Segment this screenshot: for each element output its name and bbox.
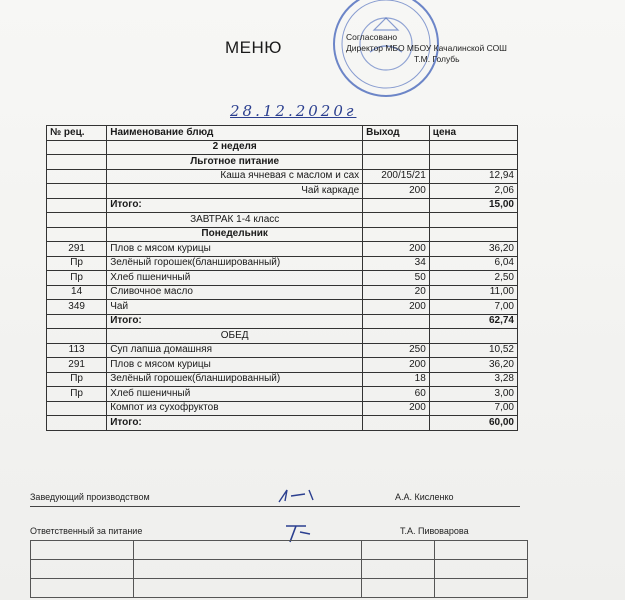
benefit-title-row: [47, 155, 518, 170]
dish-output: 60: [363, 387, 430, 402]
lunch-total-row-blank: [47, 416, 107, 431]
dish-output: 200: [363, 300, 430, 315]
dish-price: 12,94: [429, 169, 517, 184]
breakfast-total-row-blank: [47, 314, 107, 329]
breakfast-total-row-label: Итого:: [107, 314, 363, 329]
dish-price: 2,50: [429, 271, 517, 286]
dish-name: Хлеб пшеничный: [107, 271, 363, 286]
approval-position: Директор МБО МБОУ Качалинской СОШ: [346, 43, 507, 53]
lunch-total-row-c2: [363, 416, 430, 431]
dish-output: 200: [363, 358, 430, 373]
table-header-row: [47, 126, 518, 141]
benefit-total-row: [47, 198, 518, 213]
table-row: [47, 285, 518, 300]
dish-price: 2,06: [429, 184, 517, 199]
header-dish: Наименование блюд: [107, 126, 363, 141]
benefit-title-row-label: Льготное питание: [107, 155, 363, 170]
table-row: [47, 401, 518, 416]
table-row: [47, 387, 518, 402]
responsible-name: Т.А. Пивоварова: [400, 526, 469, 536]
recipe-number: [47, 401, 107, 416]
week-row-label: 2 неделя: [107, 140, 363, 155]
recipe-number: Пр: [47, 372, 107, 387]
week-row-c3: [429, 140, 517, 155]
dish-name: Плов с мясом курицы: [107, 242, 363, 257]
table-row: [47, 169, 518, 184]
breakfast-title-row-label: ЗАВТРАК 1-4 класс: [107, 213, 363, 228]
dish-name: Суп лапша домашняя: [107, 343, 363, 358]
benefit-total-row-label: Итого:: [107, 198, 363, 213]
week-row-blank: [47, 140, 107, 155]
day-row: [47, 227, 518, 242]
recipe-number: Пр: [47, 271, 107, 286]
benefit-title-row-blank: [47, 155, 107, 170]
dish-output: 200: [363, 242, 430, 257]
day-row-c2: [363, 227, 430, 242]
dish-price: 11,00: [429, 285, 517, 300]
week-row: [47, 140, 518, 155]
approval-block: [346, 32, 507, 65]
breakfast-title-row-c2: [363, 213, 430, 228]
breakfast-total-row-c2: [363, 314, 430, 329]
benefit-title-row-c2: [363, 155, 430, 170]
dish-name: Зелёный горошек(бланшированный): [107, 372, 363, 387]
manager-name: А.А. Кисленко: [395, 492, 454, 502]
dish-price: 3,00: [429, 387, 517, 402]
dish-price: 7,00: [429, 401, 517, 416]
dish-name: Компот из сухофруктов: [107, 401, 363, 416]
lunch-total-row: [47, 416, 518, 431]
recipe-number: 291: [47, 358, 107, 373]
breakfast-title-row: [47, 213, 518, 228]
handwritten-date: 28.12.2020г: [230, 102, 357, 120]
dish-price: 7,00: [429, 300, 517, 315]
dish-output: 200: [363, 401, 430, 416]
menu-table-body: [47, 126, 518, 431]
dish-output: 200: [363, 184, 430, 199]
dish-name: Каша ячневая с маслом и сах: [107, 169, 363, 184]
recipe-number: 349: [47, 300, 107, 315]
table-row: [47, 242, 518, 257]
empty-lower-table: [30, 540, 528, 598]
breakfast-title-row-blank: [47, 213, 107, 228]
approval-heading: Согласовано: [346, 32, 398, 42]
dish-output: 200/15/21: [363, 169, 430, 184]
lunch-title-row-blank: [47, 329, 107, 344]
recipe-number: 291: [47, 242, 107, 257]
dish-price: 36,20: [429, 358, 517, 373]
dish-name: Плов с мясом курицы: [107, 358, 363, 373]
table-row: [47, 271, 518, 286]
menu-table: [46, 125, 518, 431]
day-row-label: Понедельник: [107, 227, 363, 242]
table-row: [47, 184, 518, 199]
dish-name: Хлеб пшеничный: [107, 387, 363, 402]
manager-signature: [275, 486, 325, 506]
header-price: цена: [429, 126, 517, 141]
recipe-number: [47, 184, 107, 199]
dish-output: 50: [363, 271, 430, 286]
dish-output: 18: [363, 372, 430, 387]
recipe-number: 113: [47, 343, 107, 358]
table-row: [47, 300, 518, 315]
responsible-label: Ответственный за питание: [30, 526, 143, 536]
lunch-title-row-label: ОБЕД: [107, 329, 363, 344]
benefit-total-row-value: 15,00: [429, 198, 517, 213]
dish-price: 6,04: [429, 256, 517, 271]
day-row-c3: [429, 227, 517, 242]
dish-output: 34: [363, 256, 430, 271]
dish-price: 36,20: [429, 242, 517, 257]
dish-name: Чай каркаде: [107, 184, 363, 199]
dish-price: 10,52: [429, 343, 517, 358]
table-row: [47, 372, 518, 387]
dish-name: Сливочное масло: [107, 285, 363, 300]
dish-output: 250: [363, 343, 430, 358]
breakfast-total-row: [47, 314, 518, 329]
recipe-number: [47, 169, 107, 184]
table-row: [47, 256, 518, 271]
recipe-number: Пр: [47, 387, 107, 402]
approval-name: Т.М. Голубь: [414, 54, 460, 64]
dish-output: 20: [363, 285, 430, 300]
benefit-total-row-c2: [363, 198, 430, 213]
recipe-number: Пр: [47, 256, 107, 271]
recipe-number: 14: [47, 285, 107, 300]
responsible-signature-line: [30, 526, 520, 541]
header-rec: № рец.: [47, 126, 107, 141]
breakfast-title-row-c3: [429, 213, 517, 228]
manager-label: Заведующий производством: [30, 492, 150, 502]
lunch-total-row-label: Итого:: [107, 416, 363, 431]
lunch-title-row-c2: [363, 329, 430, 344]
week-row-c2: [363, 140, 430, 155]
dish-name: Зелёный горошек(бланшированный): [107, 256, 363, 271]
benefit-title-row-c3: [429, 155, 517, 170]
dish-name: Чай: [107, 300, 363, 315]
table-row: [47, 343, 518, 358]
page-title: МЕНЮ: [225, 38, 282, 57]
lunch-total-row-value: 60,00: [429, 416, 517, 431]
lunch-title-row: [47, 329, 518, 344]
day-row-blank: [47, 227, 107, 242]
header-output: Выход: [363, 126, 430, 141]
dish-price: 3,28: [429, 372, 517, 387]
table-row: [47, 358, 518, 373]
lunch-title-row-c3: [429, 329, 517, 344]
benefit-total-row-blank: [47, 198, 107, 213]
breakfast-total-row-value: 62,74: [429, 314, 517, 329]
